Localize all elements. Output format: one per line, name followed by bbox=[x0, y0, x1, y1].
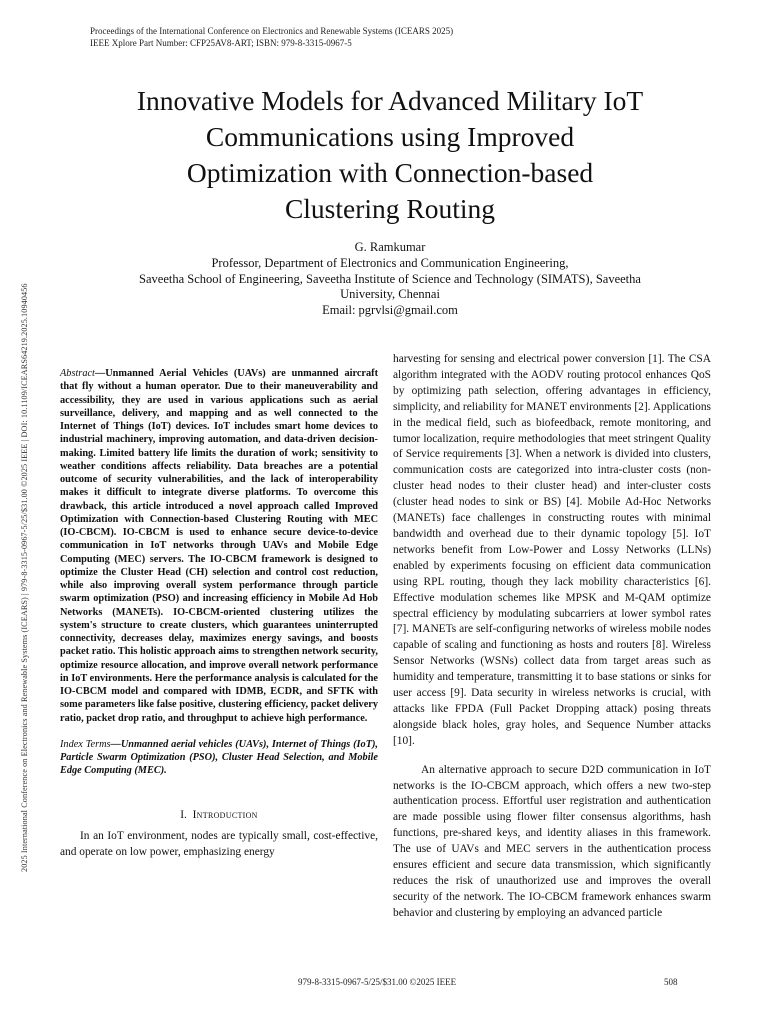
title-line: Communications using Improved bbox=[205, 121, 575, 152]
abstract-text: —Unmanned Aerial Vehicles (UAVs) are unmanned aircraft that fly without a human operator. Due to their maneuverability and accessibility, they are used in various applications such as aerial surveillance, delivery, and mapping and as well connected to the Internet of Things (IoT) devices. IoT includes smart home devices to industrial machinery, improving automation, and data-driven decision-making. Limited battery life limits the duration of work; sensitivity to weather conditions affects reliability. Data breaches are a potential outcome of security vulnerabilities, and the lack of interoperability makes it difficult to integrate diverse platforms. To overcome this drawback, this article introduced a novel approach called Improved Optimization with Connection-based Clustering Routing with MEC (IO-CBCM). IO-CBCM is used to enhance secure device-to-device communication in IoT networks through UAVs and Mobile Edge Computing (MEC) servers. The IO-CBCM framework is designed to optimize the Cluster Head (CH) selection and control cost reduction, while also improving overall system performance through particle swarm optimization (PSO) and increasing efficiency in Mobile Ad Hob Networks (MANETs). IO-CBCM-oriented clustering utilizes the system's structure to create clusters, which guarantees uninterrupted connectivity, decreases delay, maximizes energy savings, and boosts packet ratio. This holistic approach aims to strengthen network security, optimize resource allocation, and improve overall network performance in IoT environments. Here the performance analysis is calculated for the IO-CBCM model and compared with IDMB, ECDR, and SFTK with some parameters like false positive, clustering efficiency, packet delivery ratio, packet drop ratio, and throughput to achieve high performance. bbox=[60, 368, 378, 724]
index-terms bbox=[60, 738, 378, 778]
author-name: G. Ramkumar bbox=[354, 240, 426, 254]
header-line-2: IEEE Xplore Part Number: CFP25AV8-ART; ISBN: 979-8-3315-0967-5 bbox=[90, 38, 352, 48]
index-terms-text: —Unmanned aerial vehicles (UAVs), Internet of Things (IoT), Particle Swarm Optimization (PSO), Cluster Head Selection, and Mobile Edge Computing (MEC). bbox=[60, 738, 378, 777]
body-paragraph-2: An alternative approach to secure D2D communication in IoT networks is the IO-CBCM approach, which offers a new two-step authentication process. Effortful user registration and authentication are made possible using flower filter consensus algorithms, hash functions, pre-shared keys, and identity aliases in this framework. The use of UAVs and MEC servers in the authentication process ensures efficient and secure data transmission, which significantly reduces the risk of unauthorized use and improves the overall security of the network. The IO-CBCM framework enhances swarm behavior and clustering by employing an advanced particle bbox=[393, 763, 711, 919]
right-column bbox=[393, 352, 711, 922]
author-affiliation-3: University, Chennai bbox=[340, 287, 440, 302]
section-heading bbox=[60, 808, 378, 824]
left-column bbox=[60, 367, 378, 861]
title-line: Innovative Models for Advanced Military IoT bbox=[136, 85, 644, 116]
index-terms-label: Index Terms bbox=[60, 738, 111, 750]
abstract bbox=[60, 367, 378, 725]
abstract-label: Abstract bbox=[60, 368, 95, 379]
author-affiliation-2: Saveetha School of Engineering, Saveetha Institute of Science and Technology (SIMATS), Saveetha bbox=[139, 271, 641, 286]
footer-copyright: 979-8-3315-0967-5/25/$31.00 ©2025 IEEE bbox=[298, 977, 457, 987]
side-citation: 2025 International Conference on Electronics and Renewable Systems (ICEARS) | 979-8-3315-0967-5/25/$31.00 ©2025 IEEE | DOI: 10.1109/ICEARS64219.2025.10940456 bbox=[20, 283, 29, 872]
paper-title bbox=[90, 83, 690, 227]
author-block bbox=[80, 240, 700, 319]
section-title: Introduction bbox=[192, 808, 258, 821]
section-number: I. bbox=[180, 808, 187, 821]
page-number: 508 bbox=[664, 977, 678, 987]
author-email: Email: pgrvlsi@gmail.com bbox=[322, 303, 458, 318]
intro-paragraph: In an IoT environment, nodes are typically small, cost-effective, and operate on low power, emphasizing energy bbox=[60, 830, 378, 859]
header-line-1: Proceedings of the International Conference on Electronics and Renewable Systems (ICEARS 2025) bbox=[90, 26, 454, 36]
author-affiliation-1: Professor, Department of Electronics and Communication Engineering, bbox=[211, 255, 569, 270]
conference-header bbox=[90, 25, 453, 49]
body-paragraph-1: harvesting for sensing and electrical power conversion [1]. The CSA algorithm integrated with the AODV routing protocol enhances QoS by optimizing path selection, offering advantages in efficiency, simplicity, and reliability for MANET environments [2]. Applications in the medical field, such as biofeedback, remote monitoring, and tumor localization, require methodologies that meet stringent Quality of Service requirements [3]. When a network is divided into clusters, communication costs are categorized into intra-cluster costs (non-cluster head nodes to their cluster head) and inter-cluster costs (cluster head nodes to sink or BS) [4]. Mobile Ad-Hoc Networks (MANETs) face challenges in constructing routes with minimal bandwidth and overhead due to their dynamic topology [5]. IoT networks benefit from Low-Power and Lossy Networks (LLNs) enabled by experiments focusing on efficient data communication using RPL routing, though they lack mobility characteristics [6]. Effective modulation schemes like MPSK and M-QAM optimize spectral efficiency by modulating subcarriers at lower symbol rates [7]. MANETs are self-configuring networks of wireless mobile nodes capable of scaling and functioning as hosts and routers [8]. Wireless Sensor Networks (WSNs) collect data from target areas such as humidity and temperature, transmitting it to base stations or sinks for user access [9]. Data security in wireless networks is crucial, with attacks like FPDA (Full Packet Dropping attack) posing threats alongside black holes, gray holes, and Sequence Number attacks [10]. bbox=[393, 353, 711, 747]
title-line: Optimization with Connection-based bbox=[186, 157, 594, 188]
title-line: Clustering Routing bbox=[284, 193, 496, 224]
